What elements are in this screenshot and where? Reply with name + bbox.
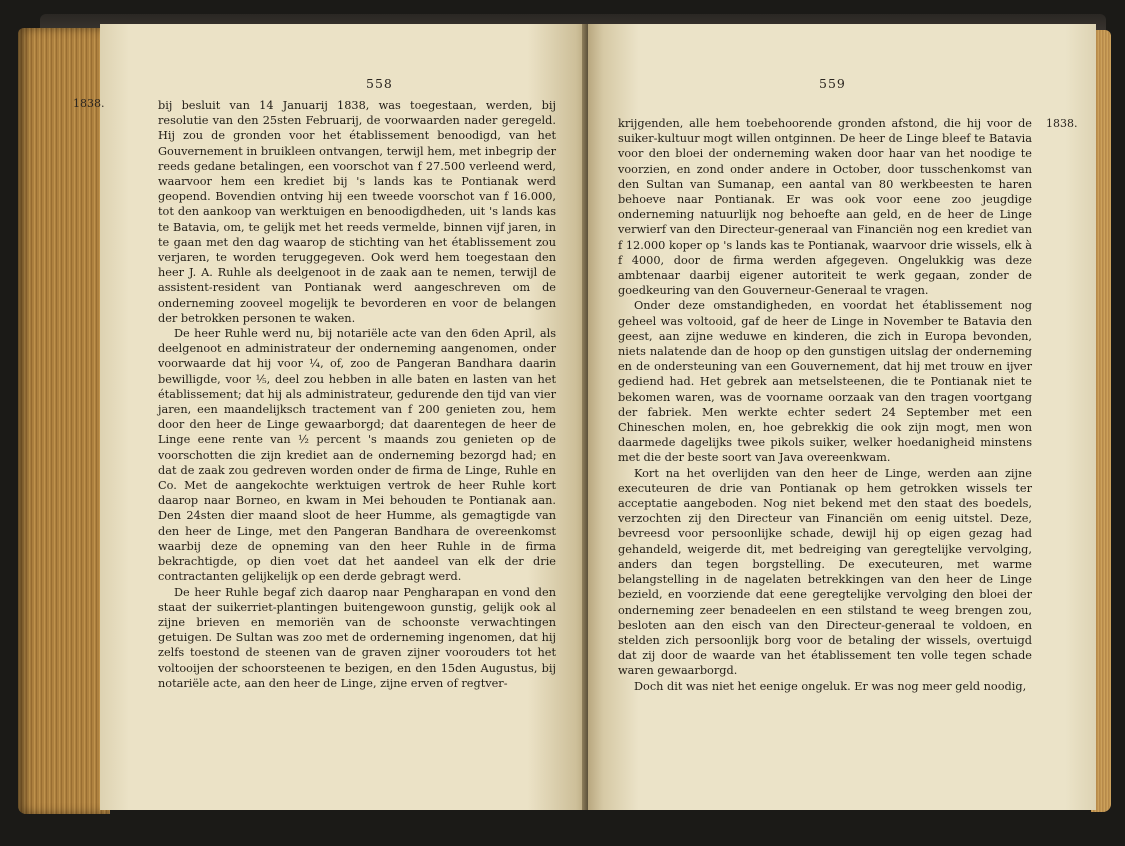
paragraph: Onder deze omstandigheden, en voordat het établissement nog geheel was voltooid, gaf de heer de Linge in November te Batavia den geest, aan zijne weduwe en kinderen, die zich in Europa bevonden, niets nalatende dan de hoop op den gunstigen uitslag der onderneming en de ondersteuning van een Gouvernement, dat hij met trouw en ijver gediend had. Het gebrek aan metselsteenen, die te Pontianak niet te bekomen waren, was de voorname oorzaak van den tragen voortgang der fabriek. Men werkte echter sedert 24 September met een Chineschen molen, en, hoe gebrekkig die ook zijn mogt, men won daarmede dagelijks twee pikols suiker, welker hoedanigheid minstens met die der beste soort van Java overeenkwam.	[618, 299, 1032, 465]
paragraph: De heer Ruhle begaf zich daarop naar Pengharapan en vond den staat der suikerriet-plantingen buitengewoon gunstig, gelijk ook al zijne brieven en memoriën van de schoonste verwachtingen getuigen. De Sultan was zoo met de orderneming ingenomen, dat hij zelfs toestond de steenen van de graven zijner voorouders tot het voltooijen der schoorsteenen te bezigen, en den 15den Augustus, bij notariële acte, aan den heer de Linge, zijne erven of regtver-	[158, 585, 556, 690]
paragraph: De heer Ruhle werd nu, bij notariële acte van den 6den April, als deelgenoot en administrateur der onderneming aangenomen, onder voorwaarde dat hij voor ¼, of, zoo de Pangeran Bandhara daarin bewilligde, voor ⅕, deel zou hebben in alle baten en lasten van het établissement; dat hij als administrateur, gedurende den tijd van vier jaren, een maandelijksch tractement van f 200 genieten zou, hem door den heer de Linge gewaarborgd; dat daarentegen de heer de Linge eene rente van ½ percent 's maands zou genieten op de voorschotten die zijn krediet aan de onderneming bezorgd had; en dat de zaak zou gedreven worden onder de firma de Linge, Ruhle en Co. Met de aangekochte werktuigen vertrok de heer Ruhle kort daarop naar Borneo, en kwam in Mei behouden te Pontianak aan. Den 24sten dier maand sloot de heer Humme, als gemagtigde van den heer de Linge, met den Pangeran Bandhara de overeenkomst waarbij deze de opneming van den heer Ruhle in de firma bekrachtigde, op dien voet dat het aandeel van elk der drie contractanten gelijkelijk op een derde gebragt werd.	[158, 327, 556, 584]
left-page-text	[158, 98, 556, 691]
paragraph: Doch dit was niet het eenige ongeluk. Er was nog meer geld noodig,	[634, 679, 1027, 693]
paragraph: bij besluit van 14 Januarij 1838, was toegestaan, werden, bij resolutie van den 25sten Februarij, de voorwaarden nader geregeld. Hij zou de gronden voor het établissement benoodigd, van het Gouvernement in bruikleen ontvangen, terwijl hem, met inbegrip der reeds gedane betalingen, een voorschot van f 27.500 verleend werd, waarvoor hem een krediet bij 's lands kas te Pontianak werd geopend. Bovendien ontving hij een tweede voorschot van f 16.000, tot den aankoop van werktuigen en benoodigdheden, uit 's lands kas te Batavia, om, te gelijk met het reeds vermelde, binnen vijf jaren, in te gaan met den dag waarop de stichting van het établissement zou verjaren, te worden teruggegeven. Ook werd hem toegestaan den heer J. A. Ruhle als deelgenoot in de zaak aan te nemen, terwijl de assistent-resident van Pontianak werd aangeschreven om de onderneming zooveel mogelijk te bevorderen en voor de belangen der betrokken personen te waken.	[158, 99, 556, 325]
margin-year-right: 1838.	[1046, 117, 1078, 130]
paragraph: krijgenden, alle hem toebehoorende gronden afstond, die hij voor de suiker-kultuur mogt willen ontginnen. De heer de Linge bleef te Batavia voor den bloei der onderneming waken door haar van het noodige te voorzien, en zond onder andere in October, door tusschenkomst van den Sultan van Sumanap, een aantal van 80 werkbeesten te haren behoeve naar Pontianak. Er was ook voor eene zoo jeugdige onderneming natuurlijk nog behoefte aan geld, en de heer de Linge verwierf van den Directeur-generaal van Financiën nog een krediet van f 12.000 koper op 's lands kas te Pontianak, waarvoor drie wissels, elk à f 4000, door de firma werden afgegeven. Ongelukkig was deze ambtenaar daarbij eigener autoriteit te werk gegaan, zonder de goedkeuring van den Gouverneur-Generaal te vragen.	[618, 117, 1032, 298]
page-number-left: 558	[366, 76, 393, 91]
right-page-text	[618, 116, 1032, 694]
left-page	[100, 24, 586, 810]
page-edges-left	[18, 28, 110, 814]
paragraph: Kort na het overlijden van den heer de Linge, werden aan zijne executeuren de drie van Pontianak op hem getrokken wissels ter acceptatie aangeboden. Nog niet bekend met den staat des boedels, verzochten zij den Directeur van Financiën om eenig uitstel. Deze, bevreesd voor persoonlijke schade, dewijl hij op eigen gezag had gehandeld, weigerde dit, met bedreiging van geregtelijke vervolging, anders dan tegen borgstelling. De executeuren, met warme belangstelling in de nagelaten betrekkingen van den heer de Linge bezield, en voorziende dat eene geregtelijke vervolging den bloei der onderneming zeer benadeelen en een stilstand te weeg brengen zou, besloten aan den eisch van den Directeur-generaal te voldoen, en stelden zich persoonlijk borg voor de betaling der wissels, overtuigd dat zij door de waarde van het établissement ten volle tegen schade waren gewaarborgd.	[618, 466, 1032, 678]
margin-year-left: 1838.	[73, 97, 105, 110]
right-page	[588, 24, 1096, 810]
page-number-right: 559	[819, 76, 846, 91]
